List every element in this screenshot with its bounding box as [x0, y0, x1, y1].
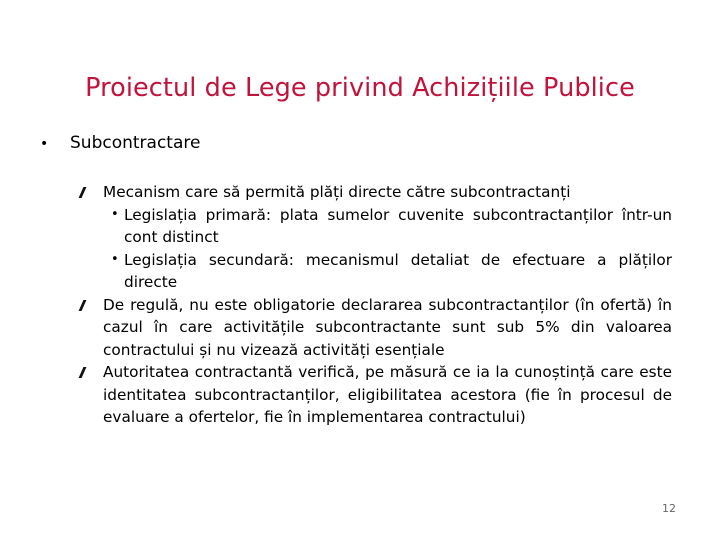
slide-body [78, 181, 672, 429]
page-number: 12 [662, 502, 676, 515]
bullet-dot-icon: • [111, 251, 119, 267]
slash-bullet-icon [79, 187, 86, 198]
bullet-label: Subcontractare [70, 133, 201, 153]
sub-list-item [78, 249, 672, 294]
slash-bullet-icon [79, 367, 86, 378]
slide-title: Proiectul de Lege privind Achizițiile Publice [85, 73, 635, 103]
sub-list-item [78, 204, 672, 249]
bullet-subcontractare [40, 133, 200, 153]
list-item [78, 294, 672, 362]
bullet-dot-icon: • [40, 136, 49, 152]
sub-list-item-text: Legislația secundară: mecanismul detaliat de efectuare a plăților directe [124, 250, 672, 291]
list-item-text: Autoritatea contractantă verifică, pe măsură ce ia la cunoștință care este identitatea subcontractanților, eligibilitatea acestora (fie în procesul de evaluare a ofertelor, fie în implementarea contractului) [103, 363, 672, 426]
list-item [78, 181, 672, 204]
list-item-text: Mecanism care să permită plăți directe către subcontractanți [103, 183, 571, 201]
list-item [78, 361, 672, 429]
list-item-text: De regulă, nu este obligatorie declararea subcontractanților (în ofertă) în cazul în care activitățile subcontractante sunt sub 5% din valoarea contractului și nu vizează activități esențiale [103, 295, 672, 359]
slash-bullet-icon [79, 300, 86, 311]
sub-list-item-text: Legislația primară: plata sumelor cuvenite subcontractanților într-un cont distinct [124, 205, 672, 246]
bullet-dot-icon: • [111, 206, 119, 222]
